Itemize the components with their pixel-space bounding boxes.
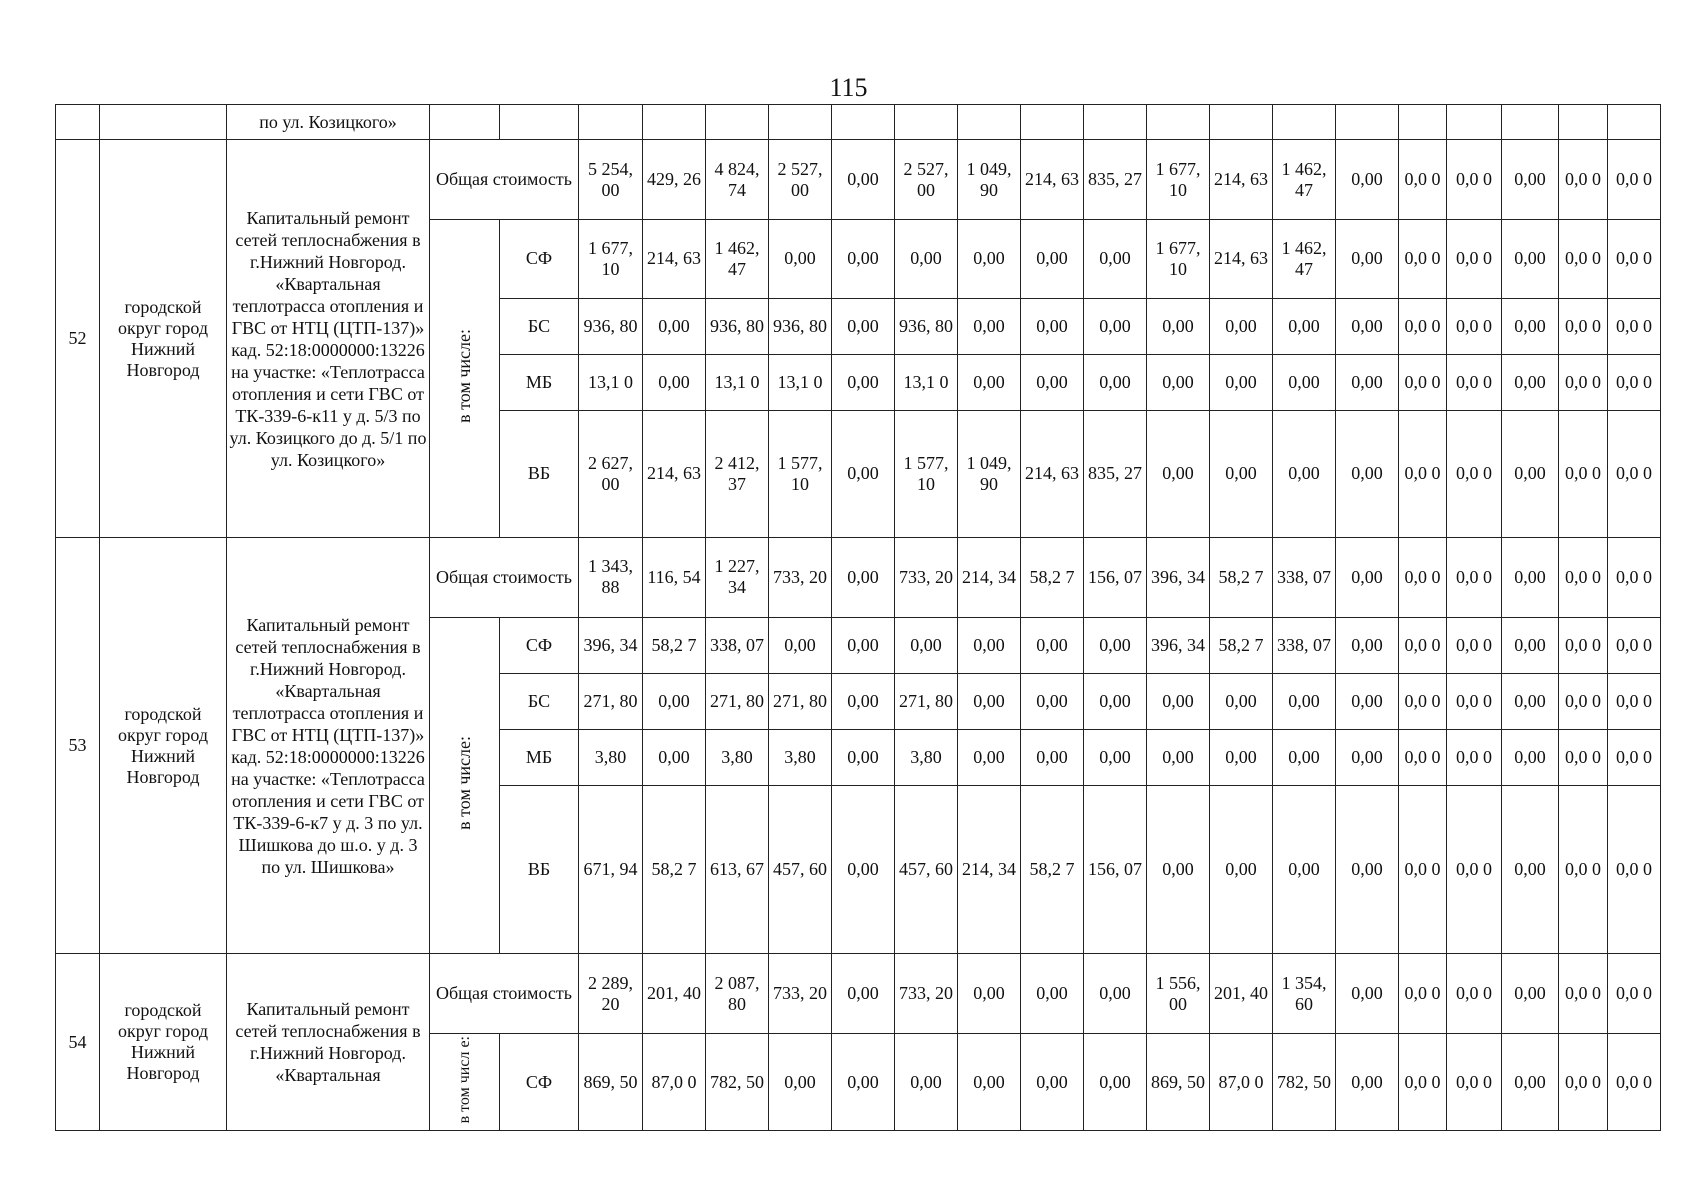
value-cell: 1 343, 88 xyxy=(579,537,643,617)
value-cell: 0,00 xyxy=(832,537,895,617)
total-cost-label: Общая стоимость xyxy=(430,140,579,220)
value-cell: 1 049, 90 xyxy=(958,410,1021,537)
value-cell: 2 289, 20 xyxy=(579,954,643,1034)
including-label: в том числе: xyxy=(454,736,474,830)
value-cell: 87,0 0 xyxy=(643,1034,706,1131)
value-cell: 0,00 xyxy=(1502,219,1559,298)
value-cell xyxy=(1210,105,1273,140)
value-cell: 0,00 xyxy=(1502,140,1559,220)
value-cell: 0,00 xyxy=(1084,354,1147,410)
value-cell: 1 462, 47 xyxy=(1273,219,1336,298)
value-cell: 1 677, 10 xyxy=(579,219,643,298)
value-cell: 2 527, 00 xyxy=(769,140,832,220)
value-cell: 214, 63 xyxy=(1210,219,1273,298)
including-label: в том числе: xyxy=(454,329,474,423)
value-cell: 0,00 xyxy=(832,410,895,537)
value-cell xyxy=(895,105,958,140)
value-cell: 0,00 xyxy=(958,1034,1021,1131)
value-cell: 3,80 xyxy=(579,729,643,785)
value-cell: 0,00 xyxy=(1273,354,1336,410)
value-cell: 1 227, 34 xyxy=(706,537,769,617)
value-cell: 0,00 xyxy=(1502,729,1559,785)
value-cell: 0,0 0 xyxy=(1608,1034,1661,1131)
value-cell: 214, 63 xyxy=(1210,140,1273,220)
value-cell: 0,00 xyxy=(958,354,1021,410)
value-cell xyxy=(1084,105,1147,140)
value-cell: 0,00 xyxy=(832,140,895,220)
funding-source-cell: БС xyxy=(500,673,579,729)
funding-source-cell: МБ xyxy=(500,729,579,785)
value-cell: 0,00 xyxy=(769,1034,832,1131)
value-cell xyxy=(1559,105,1608,140)
value-cell: 156, 07 xyxy=(1084,785,1147,954)
value-cell: 3,80 xyxy=(706,729,769,785)
value-cell: 0,00 xyxy=(1147,785,1210,954)
value-cell: 429, 26 xyxy=(643,140,706,220)
value-cell xyxy=(769,105,832,140)
value-cell: 0,0 0 xyxy=(1447,219,1502,298)
funding-source-cell: СФ xyxy=(500,219,579,298)
value-cell: 0,00 xyxy=(1336,673,1399,729)
value-cell: 0,0 0 xyxy=(1399,785,1447,954)
value-cell: 396, 34 xyxy=(1147,617,1210,673)
including-label: в том числ е: xyxy=(456,1035,473,1124)
value-cell: 0,00 xyxy=(1502,1034,1559,1131)
value-cell: 0,0 0 xyxy=(1559,219,1608,298)
value-cell: 0,00 xyxy=(1502,410,1559,537)
value-cell: 13,1 0 xyxy=(579,354,643,410)
value-cell: 0,0 0 xyxy=(1399,354,1447,410)
value-cell: 2 087, 80 xyxy=(706,954,769,1034)
value-cell: 0,00 xyxy=(1147,729,1210,785)
funding-source-cell: СФ xyxy=(500,1034,579,1131)
value-cell: 0,0 0 xyxy=(1559,954,1608,1034)
value-cell: 2 412, 37 xyxy=(706,410,769,537)
value-cell: 0,00 xyxy=(1336,1034,1399,1131)
project-total-row xyxy=(56,140,1661,220)
source-cell xyxy=(500,105,579,140)
value-cell: 0,00 xyxy=(1502,954,1559,1034)
total-cost-label: Общая стоимость xyxy=(430,537,579,617)
value-cell: 0,0 0 xyxy=(1608,219,1661,298)
value-cell: 0,00 xyxy=(1021,298,1084,354)
value-cell xyxy=(1502,105,1559,140)
row-number-cell: 54 xyxy=(56,954,100,1131)
value-cell: 733, 20 xyxy=(895,954,958,1034)
value-cell: 0,0 0 xyxy=(1399,673,1447,729)
value-cell: 0,00 xyxy=(1273,410,1336,537)
value-cell xyxy=(1336,105,1399,140)
value-cell: 0,00 xyxy=(832,219,895,298)
value-cell: 0,00 xyxy=(1084,298,1147,354)
value-cell: 0,0 0 xyxy=(1447,298,1502,354)
value-cell: 936, 80 xyxy=(706,298,769,354)
value-cell: 1 577, 10 xyxy=(769,410,832,537)
total-cost-label: Общая стоимость xyxy=(430,954,579,1034)
value-cell: 457, 60 xyxy=(895,785,958,954)
value-cell: 0,00 xyxy=(1336,785,1399,954)
value-cell: 0,00 xyxy=(1210,298,1273,354)
value-cell: 0,0 0 xyxy=(1559,1034,1608,1131)
value-cell: 0,00 xyxy=(958,298,1021,354)
project-description-cell: по ул. Козицкого» xyxy=(227,105,430,140)
value-cell: 671, 94 xyxy=(579,785,643,954)
value-cell: 5 254, 00 xyxy=(579,140,643,220)
municipality-cell: городской округ город Нижний Новгород xyxy=(100,954,227,1131)
value-cell xyxy=(1608,105,1661,140)
funding-source-cell: БС xyxy=(500,298,579,354)
value-cell: 0,00 xyxy=(832,298,895,354)
value-cell: 201, 40 xyxy=(643,954,706,1034)
value-cell: 0,0 0 xyxy=(1399,1034,1447,1131)
value-cell: 214, 34 xyxy=(958,785,1021,954)
value-cell: 733, 20 xyxy=(769,954,832,1034)
carry-over-row xyxy=(56,105,1661,140)
value-cell: 1 556, 00 xyxy=(1147,954,1210,1034)
funding-source-cell: СФ xyxy=(500,617,579,673)
value-cell: 214, 63 xyxy=(643,219,706,298)
value-cell: 0,00 xyxy=(1336,537,1399,617)
value-cell xyxy=(1273,105,1336,140)
value-cell: 0,0 0 xyxy=(1608,537,1661,617)
value-cell: 0,00 xyxy=(1502,785,1559,954)
project-total-row xyxy=(56,537,1661,617)
value-cell: 0,0 0 xyxy=(1399,219,1447,298)
value-cell: 214, 63 xyxy=(643,410,706,537)
value-cell xyxy=(1447,105,1502,140)
including-label-cell xyxy=(430,617,500,954)
value-cell: 0,0 0 xyxy=(1608,298,1661,354)
value-cell: 0,0 0 xyxy=(1399,410,1447,537)
value-cell xyxy=(643,105,706,140)
value-cell: 869, 50 xyxy=(1147,1034,1210,1131)
value-cell: 0,0 0 xyxy=(1559,354,1608,410)
value-cell: 201, 40 xyxy=(1210,954,1273,1034)
value-cell: 0,00 xyxy=(1273,785,1336,954)
value-cell: 0,00 xyxy=(1084,617,1147,673)
label-cell xyxy=(430,105,500,140)
value-cell: 0,0 0 xyxy=(1399,954,1447,1034)
value-cell: 0,00 xyxy=(1336,219,1399,298)
value-cell: 0,00 xyxy=(643,673,706,729)
value-cell: 0,0 0 xyxy=(1447,785,1502,954)
value-cell: 0,0 0 xyxy=(1559,617,1608,673)
value-cell: 0,00 xyxy=(1084,954,1147,1034)
value-cell: 0,00 xyxy=(958,673,1021,729)
value-cell xyxy=(1021,105,1084,140)
project-description-cell: Капитальный ремонт сетей теплоснабжения в г.Нижний Новгород. «Квартальная xyxy=(227,954,430,1131)
value-cell: 0,0 0 xyxy=(1559,537,1608,617)
value-cell: 338, 07 xyxy=(1273,537,1336,617)
value-cell: 116, 54 xyxy=(643,537,706,617)
value-cell: 58,2 7 xyxy=(1210,617,1273,673)
value-cell: 0,00 xyxy=(1336,617,1399,673)
value-cell: 0,0 0 xyxy=(1447,1034,1502,1131)
value-cell: 0,00 xyxy=(1502,354,1559,410)
value-cell: 0,0 0 xyxy=(1447,617,1502,673)
value-cell: 835, 27 xyxy=(1084,140,1147,220)
funding-source-cell: ВБ xyxy=(500,785,579,954)
value-cell: 0,00 xyxy=(769,219,832,298)
value-cell: 13,1 0 xyxy=(769,354,832,410)
value-cell: 0,00 xyxy=(1021,617,1084,673)
value-cell: 1 462, 47 xyxy=(1273,140,1336,220)
value-cell: 0,0 0 xyxy=(1608,617,1661,673)
value-cell: 0,00 xyxy=(1336,954,1399,1034)
municipality-cell: городской округ город Нижний Новгород xyxy=(100,140,227,538)
value-cell: 0,00 xyxy=(1084,673,1147,729)
row-number-cell: 52 xyxy=(56,140,100,538)
value-cell: 0,00 xyxy=(1021,729,1084,785)
value-cell: 835, 27 xyxy=(1084,410,1147,537)
value-cell: 0,00 xyxy=(1147,410,1210,537)
municipality-cell xyxy=(100,105,227,140)
value-cell: 0,00 xyxy=(958,617,1021,673)
value-cell: 0,0 0 xyxy=(1447,537,1502,617)
value-cell: 214, 63 xyxy=(1021,140,1084,220)
value-cell: 0,0 0 xyxy=(1447,673,1502,729)
value-cell: 0,00 xyxy=(1336,298,1399,354)
value-cell: 0,0 0 xyxy=(1559,729,1608,785)
value-cell: 0,0 0 xyxy=(1608,729,1661,785)
value-cell: 0,00 xyxy=(958,954,1021,1034)
funding-table xyxy=(55,104,1661,1131)
value-cell: 0,0 0 xyxy=(1447,354,1502,410)
value-cell: 0,0 0 xyxy=(1559,298,1608,354)
including-label-cell xyxy=(430,1034,500,1131)
value-cell: 214, 63 xyxy=(1021,410,1084,537)
value-cell: 613, 67 xyxy=(706,785,769,954)
value-cell: 58,2 7 xyxy=(643,785,706,954)
value-cell: 0,0 0 xyxy=(1559,785,1608,954)
value-cell: 0,00 xyxy=(1084,219,1147,298)
value-cell: 396, 34 xyxy=(579,617,643,673)
value-cell: 1 049, 90 xyxy=(958,140,1021,220)
value-cell: 271, 80 xyxy=(579,673,643,729)
value-cell: 0,0 0 xyxy=(1608,785,1661,954)
value-cell: 156, 07 xyxy=(1084,537,1147,617)
funding-source-cell: МБ xyxy=(500,354,579,410)
value-cell: 1 577, 10 xyxy=(895,410,958,537)
value-cell: 1 354, 60 xyxy=(1273,954,1336,1034)
value-cell: 0,0 0 xyxy=(1399,298,1447,354)
value-cell: 0,00 xyxy=(1021,673,1084,729)
value-cell: 0,00 xyxy=(1336,729,1399,785)
value-cell: 733, 20 xyxy=(769,537,832,617)
value-cell: 0,00 xyxy=(1336,354,1399,410)
project-total-row xyxy=(56,954,1661,1034)
value-cell: 0,0 0 xyxy=(1608,673,1661,729)
value-cell: 1 677, 10 xyxy=(1147,219,1210,298)
funding-source-cell: ВБ xyxy=(500,410,579,537)
value-cell: 0,00 xyxy=(1273,298,1336,354)
value-cell: 0,00 xyxy=(895,617,958,673)
row-number-cell xyxy=(56,105,100,140)
value-cell: 936, 80 xyxy=(769,298,832,354)
value-cell: 0,00 xyxy=(1502,537,1559,617)
value-cell: 13,1 0 xyxy=(895,354,958,410)
page-number: 115 xyxy=(829,73,868,102)
value-cell: 0,00 xyxy=(1336,410,1399,537)
value-cell: 2 627, 00 xyxy=(579,410,643,537)
value-cell: 0,00 xyxy=(958,219,1021,298)
value-cell: 0,00 xyxy=(1210,354,1273,410)
value-cell: 0,00 xyxy=(1021,354,1084,410)
value-cell: 0,00 xyxy=(1147,673,1210,729)
value-cell: 87,0 0 xyxy=(1210,1034,1273,1131)
value-cell: 782, 50 xyxy=(706,1034,769,1131)
value-cell: 0,0 0 xyxy=(1608,354,1661,410)
value-cell: 0,00 xyxy=(1502,298,1559,354)
value-cell: 457, 60 xyxy=(769,785,832,954)
value-cell: 0,0 0 xyxy=(1447,729,1502,785)
value-cell xyxy=(579,105,643,140)
value-cell: 0,0 0 xyxy=(1559,410,1608,537)
value-cell: 0,00 xyxy=(1502,673,1559,729)
value-cell: 936, 80 xyxy=(895,298,958,354)
value-cell: 0,0 0 xyxy=(1399,140,1447,220)
value-cell: 0,00 xyxy=(832,1034,895,1131)
value-cell: 1 462, 47 xyxy=(706,219,769,298)
value-cell: 0,00 xyxy=(1021,219,1084,298)
value-cell: 0,00 xyxy=(895,1034,958,1131)
value-cell: 0,00 xyxy=(643,298,706,354)
value-cell: 869, 50 xyxy=(579,1034,643,1131)
value-cell: 0,00 xyxy=(1084,729,1147,785)
value-cell: 0,00 xyxy=(1210,673,1273,729)
value-cell: 0,0 0 xyxy=(1559,140,1608,220)
value-cell: 0,00 xyxy=(832,617,895,673)
value-cell: 4 824, 74 xyxy=(706,140,769,220)
value-cell: 733, 20 xyxy=(895,537,958,617)
value-cell: 0,00 xyxy=(1021,954,1084,1034)
value-cell: 0,00 xyxy=(1147,354,1210,410)
value-cell: 0,00 xyxy=(1210,729,1273,785)
value-cell: 396, 34 xyxy=(1147,537,1210,617)
value-cell: 338, 07 xyxy=(706,617,769,673)
value-cell: 0,00 xyxy=(895,219,958,298)
value-cell xyxy=(1399,105,1447,140)
value-cell: 0,00 xyxy=(1210,410,1273,537)
value-cell: 0,0 0 xyxy=(1447,410,1502,537)
value-cell: 782, 50 xyxy=(1273,1034,1336,1131)
value-cell: 0,0 0 xyxy=(1399,729,1447,785)
value-cell: 271, 80 xyxy=(769,673,832,729)
value-cell: 58,2 7 xyxy=(1210,537,1273,617)
value-cell: 0,00 xyxy=(1336,140,1399,220)
value-cell: 13,1 0 xyxy=(706,354,769,410)
value-cell: 0,00 xyxy=(643,354,706,410)
table-body xyxy=(56,105,1661,1131)
value-cell: 0,0 0 xyxy=(1608,140,1661,220)
value-cell: 0,0 0 xyxy=(1608,954,1661,1034)
value-cell: 0,00 xyxy=(1502,617,1559,673)
value-cell: 58,2 7 xyxy=(643,617,706,673)
value-cell: 0,00 xyxy=(769,617,832,673)
value-cell xyxy=(706,105,769,140)
value-cell: 0,00 xyxy=(832,785,895,954)
value-cell: 3,80 xyxy=(895,729,958,785)
value-cell: 0,0 0 xyxy=(1559,673,1608,729)
value-cell: 214, 34 xyxy=(958,537,1021,617)
row-number-cell: 53 xyxy=(56,537,100,953)
value-cell xyxy=(832,105,895,140)
value-cell: 0,00 xyxy=(1210,785,1273,954)
value-cell: 1 677, 10 xyxy=(1147,140,1210,220)
value-cell: 3,80 xyxy=(769,729,832,785)
value-cell: 0,00 xyxy=(1147,298,1210,354)
value-cell: 2 527, 00 xyxy=(895,140,958,220)
value-cell: 0,0 0 xyxy=(1447,140,1502,220)
value-cell: 0,00 xyxy=(832,354,895,410)
value-cell: 0,00 xyxy=(958,729,1021,785)
value-cell: 0,00 xyxy=(643,729,706,785)
municipality-cell: городской округ город Нижний Новгород xyxy=(100,537,227,953)
value-cell xyxy=(958,105,1021,140)
value-cell: 338, 07 xyxy=(1273,617,1336,673)
value-cell: 0,0 0 xyxy=(1608,410,1661,537)
value-cell: 0,00 xyxy=(832,954,895,1034)
value-cell: 0,00 xyxy=(1021,1034,1084,1131)
value-cell: 0,0 0 xyxy=(1447,954,1502,1034)
value-cell: 271, 80 xyxy=(706,673,769,729)
value-cell: 0,0 0 xyxy=(1399,617,1447,673)
including-label-cell xyxy=(430,219,500,537)
value-cell: 936, 80 xyxy=(579,298,643,354)
value-cell: 0,00 xyxy=(832,729,895,785)
value-cell: 0,00 xyxy=(832,673,895,729)
project-description-cell: Капитальный ремонт сетей теплоснабжения в г.Нижний Новгород. «Квартальная теплотрасса отопления и ГВС от НТЦ (ЦТП-137)» кад. 52:18:0000000:13226 на участке: «Теплотрасса отопления и сети ГВС от ТК-339-6-к7 у д. 3 по ул. Шишкова до ш.о. у д. 3 по ул. Шишкова» xyxy=(227,537,430,953)
project-description-cell: Капитальный ремонт сетей теплоснабжения в г.Нижний Новгород. «Квартальная теплотрасса отопления и ГВС от НТЦ (ЦТП-137)» кад. 52:18:0000000:13226 на участке: «Теплотрасса отопления и сети ГВС от ТК-339-6-к11 у д. 5/3 по ул. Козицкого до д. 5/1 по ул. Козицкого» xyxy=(227,140,430,538)
value-cell: 58,2 7 xyxy=(1021,537,1084,617)
value-cell: 271, 80 xyxy=(895,673,958,729)
value-cell: 58,2 7 xyxy=(1021,785,1084,954)
value-cell: 0,00 xyxy=(1084,1034,1147,1131)
value-cell xyxy=(1147,105,1210,140)
value-cell: 0,00 xyxy=(1273,673,1336,729)
value-cell: 0,0 0 xyxy=(1399,537,1447,617)
value-cell: 0,00 xyxy=(1273,729,1336,785)
